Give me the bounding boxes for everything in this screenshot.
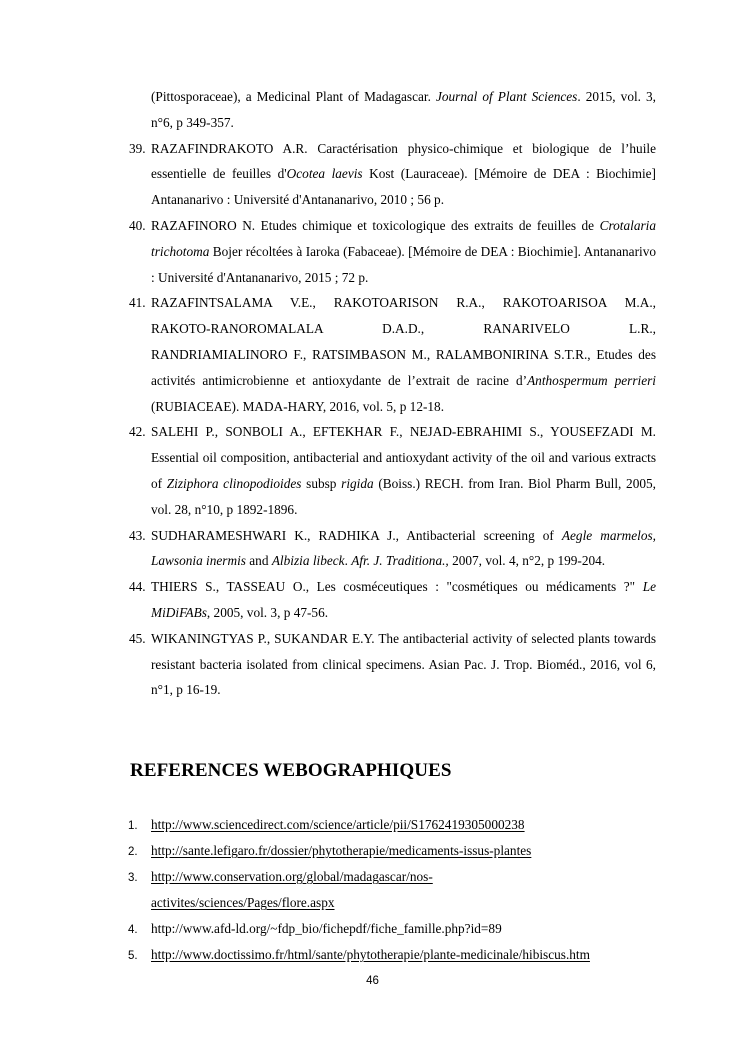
item-number: 3. <box>128 872 138 884</box>
section-heading: REFERENCES WEBOGRAPHIQUES <box>130 760 452 781</box>
entry-text: (RUBIACEAE). MADA-HARY, 2016, vol. 5, p 12-18. <box>151 398 445 414</box>
bibliography-entry-continuation <box>130 84 656 136</box>
bibliography-entry-44 <box>130 574 656 626</box>
entry-number: 39. <box>129 140 146 156</box>
entry-species: Crotalaria trichotoma <box>151 217 656 259</box>
entry-number: 44. <box>129 579 146 595</box>
entry-species: Ziziphora clinopodioides <box>166 475 302 491</box>
entry-text: subsp <box>301 475 342 491</box>
entry-authors-line: RAKOTO-RANOROMALALA D.A.D., RANARIVELO L.R., <box>151 321 656 337</box>
bibliography-entry-45 <box>130 626 656 703</box>
bibliography-entry-42 <box>130 419 656 522</box>
web-address: http://www.afd-ld.org/~fdp_bio/fichepdf/fiche_famille.php?id=89 <box>151 921 502 936</box>
item-number: 5. <box>128 950 138 962</box>
entry-species: Aegle marmelos, Lawsonia inermis <box>151 527 656 569</box>
entry-journal: Journal of Plant Sciences <box>435 89 578 104</box>
entry-text: RANDRIAMIALINORO F., RATSIMBASON M., RALAMBONIRINA S.T.R., Etudes des activités antimicrobienne et antioxydante de l’extrait de racine d’ <box>151 346 656 388</box>
entry-text: Bojer récoltées à Iaroka (Fabaceae). [Mémoire de DEA : Biochimie]. Antananarivo : Université d'Antananarivo, 2015 ; 72 p. <box>151 243 656 285</box>
entry-text: THIERS S., TASSEAU O., Les cosméceutiques : "cosmétiques ou médicaments ?" <box>151 579 643 595</box>
entry-text: . 2015, vol. 3, n°6, p 349-357. <box>151 89 656 130</box>
item-number: 4. <box>128 924 138 936</box>
web-link[interactable]: http://sante.lefigaro.fr/dossier/phytotherapie/medicaments-issus-plantes <box>151 843 532 858</box>
entry-text: . <box>344 553 352 569</box>
webography-item-2 <box>130 838 690 864</box>
entry-text: (Pittosporaceae), a Medicinal Plant of Madagascar. <box>151 89 436 104</box>
webography-item-1 <box>130 812 690 838</box>
bibliography-entry-43 <box>130 523 656 575</box>
entry-journal: Afr. J. Traditiona., <box>351 553 449 569</box>
entry-number: 45. <box>129 630 146 646</box>
entry-number: 41. <box>129 295 146 311</box>
entry-subspecies: rigida <box>341 475 374 491</box>
entry-text: RAZAFINORO N. Etudes chimique et toxicologique des extraits de feuilles de <box>151 217 600 233</box>
webography-item-4 <box>130 916 690 942</box>
web-link[interactable]: http://www.doctissimo.fr/html/sante/phytotherapie/plante-medicinale/hibiscus.htm <box>151 947 590 962</box>
entry-number: 40. <box>129 217 146 233</box>
entry-text: , 2005, vol. 3, p 47-56. <box>206 604 329 620</box>
entry-number: 43. <box>129 527 146 543</box>
entry-authors-line: RAZAFINTSALAMA V.E., RAKOTOARISON R.A., RAKOTOARISOA M.A., <box>151 295 656 311</box>
web-link[interactable]: http://www.sciencedirect.com/science/article/pii/S1762419305000238 <box>151 817 525 832</box>
entry-text: Kost (Lauraceae). [Mémoire de DEA : Biochimie] Antananarivo : Université d'Antananarivo, 2010 ; 56 p. <box>151 166 656 208</box>
webography-item-5 <box>130 942 690 968</box>
item-number: 2. <box>128 846 138 858</box>
entry-number: 42. <box>129 424 146 440</box>
entry-species: Anthospermum perrieri <box>527 372 656 388</box>
entry-species: Ocotea laevis <box>286 166 363 182</box>
entry-text: (Boiss.) RECH. from Iran. Biol Pharm Bull, 2005, vol. 28, n°10, p 1892-1896. <box>151 475 656 517</box>
entry-body <box>151 342 656 419</box>
entry-species: Albizia libeck <box>271 553 345 569</box>
entry-text: SUDHARAMESHWARI K., RADHIKA J., Antibacterial screening of <box>151 527 562 543</box>
entry-text: SALEHI P., SONBOLI A., EFTEKHAR F., NEJAD-EBRAHIMI S., YOUSEFZADI M. Essential oil composition, antibacterial and antioxydant activity of the oil and various extracts of <box>151 424 656 491</box>
webography-item-3 <box>130 864 690 916</box>
webography-list <box>130 812 690 968</box>
entry-text: and <box>245 553 272 569</box>
entry-text: 2007, vol. 4, n°2, p 199-204. <box>448 553 606 569</box>
page-number: 46 <box>366 975 379 987</box>
bibliography-entry-41 <box>130 290 656 419</box>
bibliography-entry-40 <box>130 213 656 290</box>
bibliography-list <box>130 84 656 703</box>
entry-journal: Le MiDiFABs <box>151 579 656 620</box>
bibliography-entry-39 <box>130 136 656 213</box>
entry-text: WIKANINGTYAS P., SUKANDAR E.Y. The antibacterial activity of selected plants towards resistant bacteria isolated from clinical specimens. Asian Pac. J. Trop. Bioméd., 2016, vol 6, n°1, p 16-19. <box>151 630 656 698</box>
entry-text: RAZAFINDRAKOTO A.R. Caractérisation physico-chimique et biologique de l’huile essentielle de feuilles d' <box>151 140 656 182</box>
web-link[interactable]: http://www.conservation.org/global/madagascar/nos- <box>151 869 433 884</box>
item-number: 1. <box>128 820 138 832</box>
web-link-continuation[interactable]: activites/sciences/Pages/flore.aspx <box>151 895 335 910</box>
